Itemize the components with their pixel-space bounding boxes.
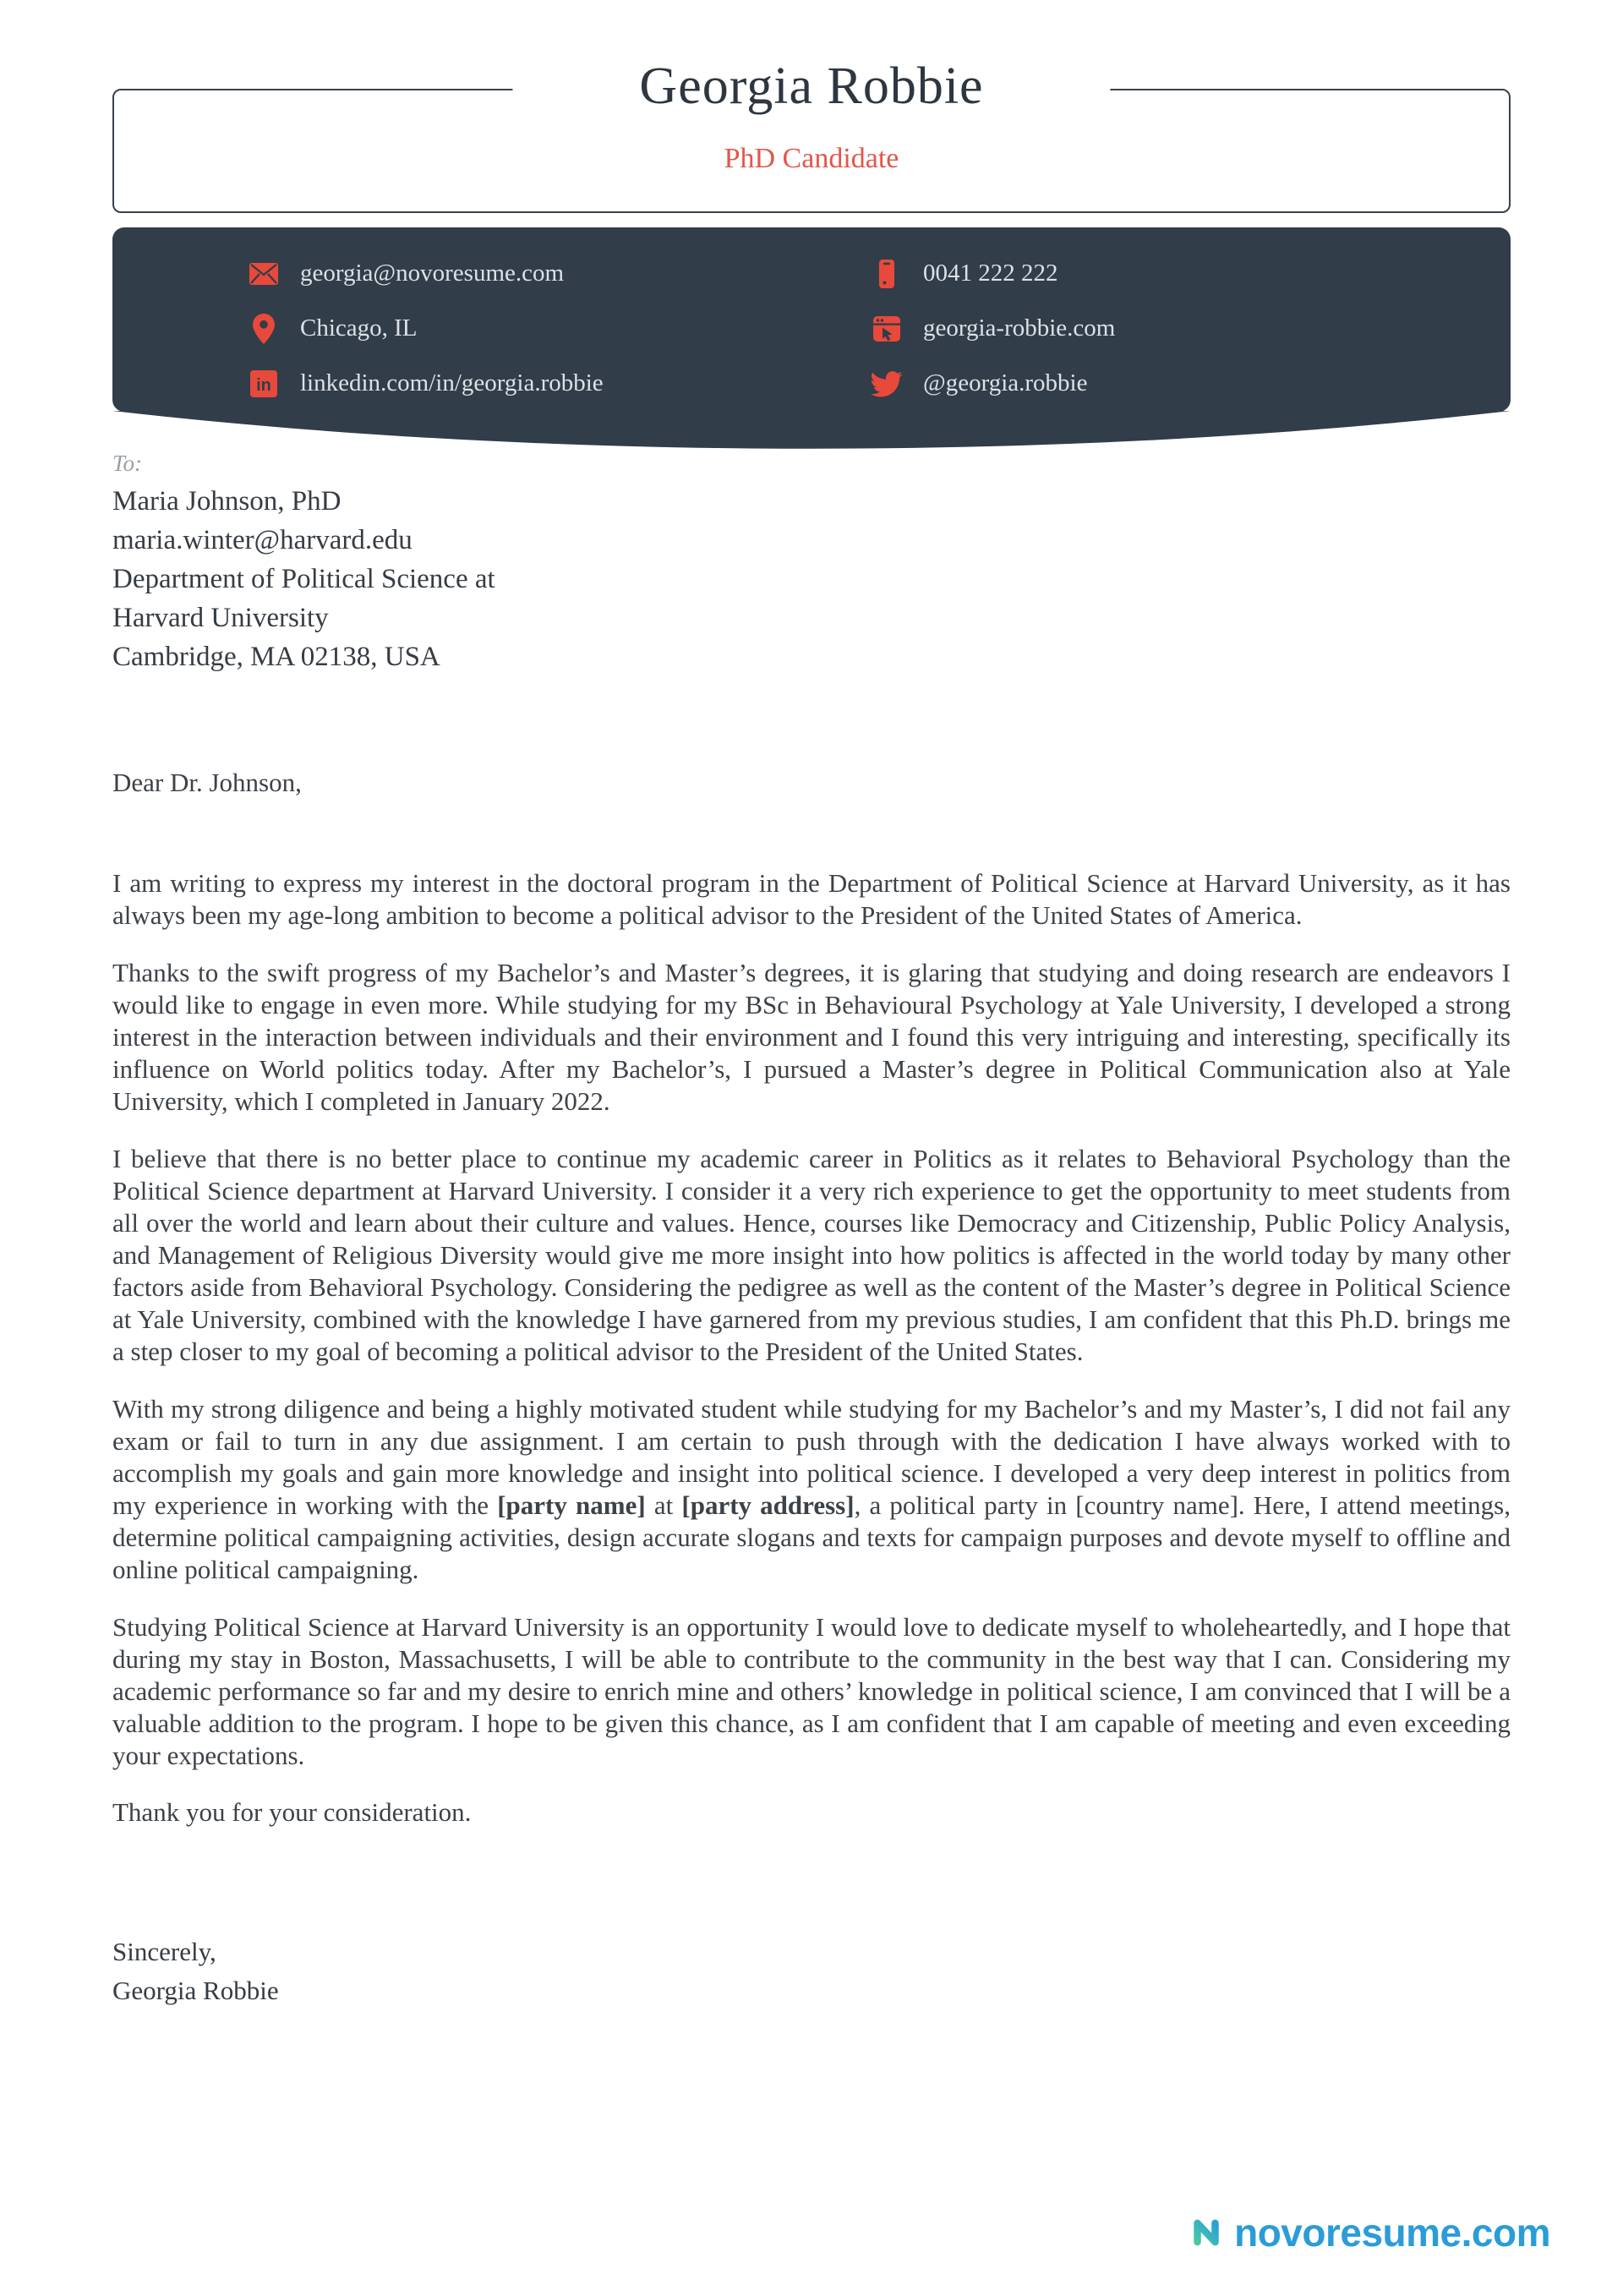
recipient-dept: Department of Political Science at [112,564,495,594]
recipient-label: To: [112,451,143,476]
linkedin-icon [248,369,280,399]
letter-paragraph [112,867,1511,932]
contact-twitter-value: @georgia.robbie [923,369,1088,396]
signoff-sincerely: Sincerely, [112,1937,216,1966]
novoresume-logo-icon [1190,2208,1222,2257]
header-box [112,57,1511,213]
page-title: Georgia Robbie [512,57,1110,117]
contact-website-value: georgia-robbie.com [923,314,1116,342]
recipient-email: maria.winter@harvard.edu [112,525,413,555]
paragraph-text: I believe that there is no better place to continue my academic career in Politics as it relates to Behavioral Psychology than the Political Science department at Harvard University. I consider it a very rich experience to get the opportunity to meet students from all over the world and learn about their culture and values. Hence, courses like Democracy and Citizenship, Public Policy Analysis, and Management of Religious Diversity would give me more insight into how politics is affected in the world today by many other factors aside from Behavioral Psychology. Considering the pedigree as well as the content of the Master’s degree in Political Science at Yale University, combined with the knowledge I have garnered from my previous studies, I am confident that this Ph.D. brings me a step closer to my goal of becoming a political advisor to the President of the United States. [112,1144,1511,1366]
letter-paragraph [112,1393,1511,1586]
browser-icon [871,314,903,344]
party-name-placeholder: [party name] [497,1490,646,1520]
brand-wordmark: novoresume.com [1234,2211,1550,2255]
paragraph-text: at [645,1490,682,1520]
letter-paragraph [112,1611,1511,1772]
contact-linkedin-value: linkedin.com/in/georgia.robbie [300,369,604,396]
party-address-placeholder: [party address] [681,1490,855,1520]
paragraph-text: , a political party in [country name]. Here, I attend meetings, determine political campaigning activities, design accurate slogans and texts for campaign purposes and devote myself to offline and online political campaigning. [112,1490,1511,1584]
contact-phone [871,246,1511,301]
job-title: PhD Candidate [724,143,899,174]
paragraph-text: Studying Political Science at Harvard University is an opportunity I would love to dedicate myself to wholeheartedly, and I hope that during my stay in Boston, Massachusetts, I will be able to contribute to the community in the best way that I can. Considering my academic performance so far and my desire to enrich mine and others’ knowledge in political science, I am convinced that I will be a valuable addition to the program. I hope to be given this chance, as I am confident that I am capable of meeting and even exceeding your expectations. [112,1612,1511,1770]
recipient-address: Cambridge, MA 02138, USA [112,642,440,672]
contact-email [248,246,871,301]
recipient-name: Maria Johnson, PhD [112,486,342,517]
contact-website [871,301,1511,356]
paragraph-text: Thanks to the swift progress of my Bachelor’s and Master’s degrees, it is glaring that studying and doing research are endeavors I would like to engage in even more. While studying for my BSc in Behavioural Psychology at Yale University, I developed a strong interest in the interaction between individuals and their environment and I found this very intriguing and interesting, specifically its influence on World politics today. After my Bachelor’s, I pursued a Master’s degree in Political Communication also at Yale University, which I completed in January 2022. [112,958,1511,1116]
contact-grid [112,227,1511,411]
svg-text:in: in [256,375,271,395]
letter-paragraph [112,1143,1511,1368]
phone-icon [871,259,903,289]
salutation: Dear Dr. Johnson, [112,768,302,797]
contact-phone-value: 0041 222 222 [923,260,1058,287]
paragraph-text: With my strong diligence and being a highly motivated student while studying for my Bachelor’s and my Master’s, I did not fail any exam or fail to turn in any due assignment. I am certain to push through with the dedication I have always worked with to accomplish my goals and gain more knowledge and insight into political science. I developed a very deep interest in politics from my experience in working with the [112,1394,1511,1520]
paragraph-text: I am writing to express my interest in the doctoral program in the Department of Political Science at Harvard University, as it has always been my age-long ambition to become a political advisor to the President of the United States of America. [112,868,1511,930]
letter-paragraph [112,957,1511,1118]
letter-body [0,451,1623,2010]
signoff-name: Georgia Robbie [112,1976,279,2005]
signoff-block [112,1932,1511,2010]
contact-location-value: Chicago, IL [300,314,418,342]
location-pin-icon [248,313,280,345]
contact-twitter [871,356,1511,411]
closing-line: Thank you for your consideration. [112,1797,472,1827]
contact-email-value: georgia@novoresume.com [300,260,565,287]
contact-bar [112,227,1511,412]
contact-location [248,301,871,356]
envelope-icon [248,259,280,289]
recipient-block [112,482,1511,676]
contact-linkedin [248,356,871,411]
contact-bar-curve [112,411,1511,449]
novoresume-footer-link[interactable] [1190,2208,1550,2257]
recipient-univ: Harvard University [112,603,329,633]
twitter-icon [871,368,903,400]
